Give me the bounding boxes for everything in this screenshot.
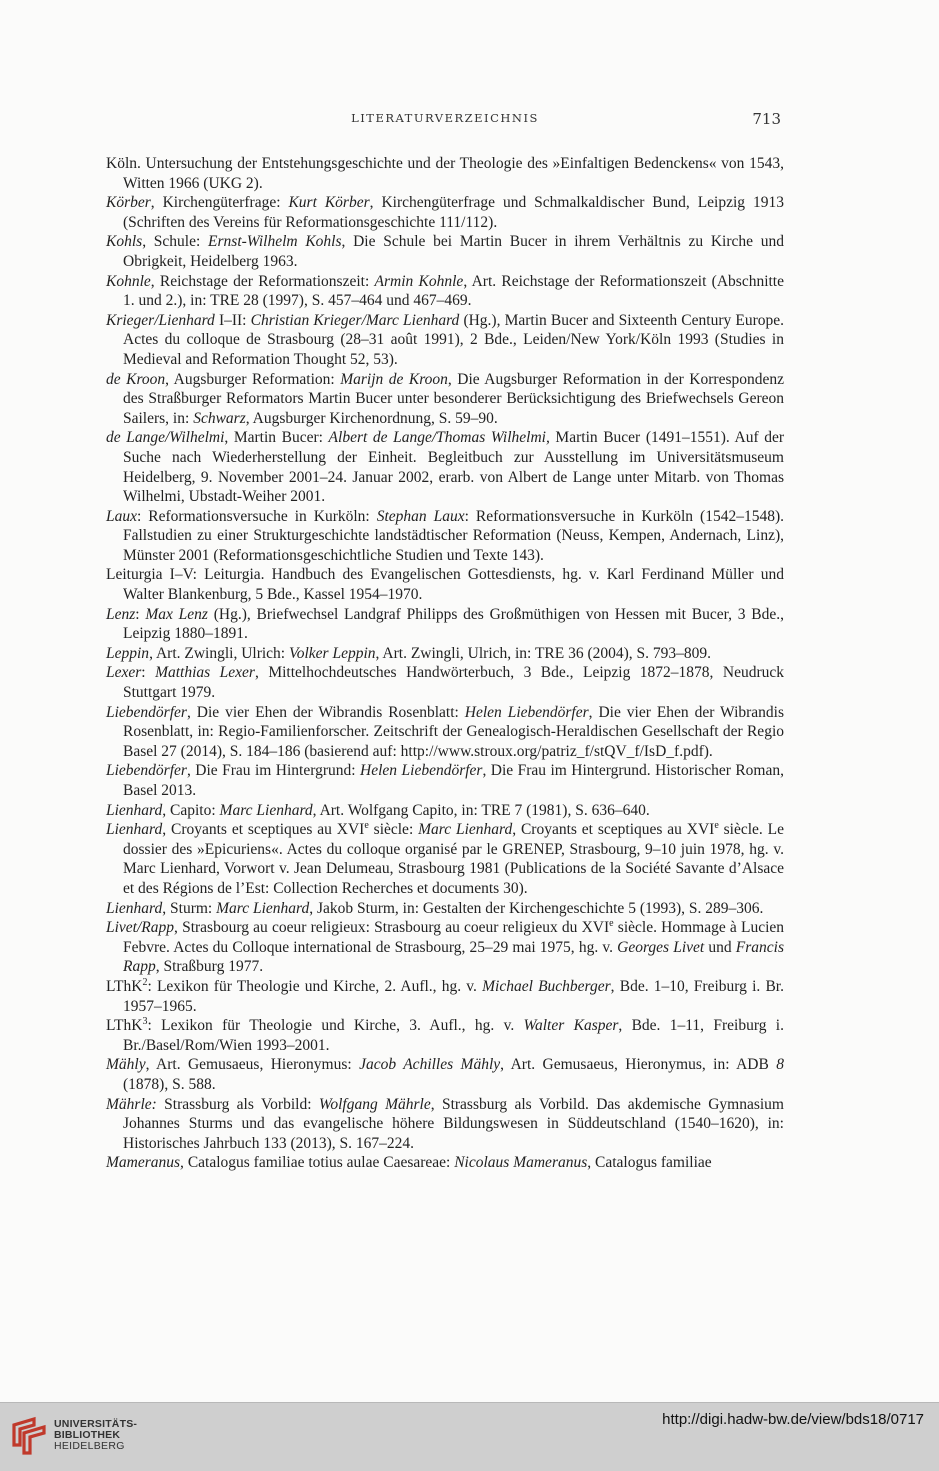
library-name-line1: UNIVERSITÄTS- xyxy=(54,1418,138,1430)
bibliography-entry xyxy=(106,703,784,762)
entry-text: , Schule: xyxy=(142,233,209,251)
entry-italic-text: Liebendörfer xyxy=(106,703,187,721)
entry-text: , Kirchengüterfrage und Schmalkaldischer Bund, Leipzig 1913 (Schriften des Vereins für Reformationsgeschichte 111/112). xyxy=(123,194,784,231)
bibliography-entry xyxy=(106,1095,784,1154)
entry-italic-text: Mährle: xyxy=(106,1095,157,1113)
entry-italic-text: Schwarz xyxy=(193,409,246,427)
entry-text: und xyxy=(704,938,736,956)
entry-italic-text: Mameranus, xyxy=(106,1154,184,1172)
bibliography-entry xyxy=(106,820,784,898)
entry-text: , Art. Zwingli, Ulrich: xyxy=(149,644,289,662)
entry-text: , Sturm: xyxy=(162,899,217,917)
bibliography-entry xyxy=(106,663,784,702)
entry-text: siècle: xyxy=(368,821,419,839)
entry-italic-text: Georges Livet xyxy=(617,938,705,956)
bibliography-entry xyxy=(106,272,784,311)
entry-italic-text: Mähly xyxy=(106,1056,146,1074)
entry-italic-text: 8 xyxy=(776,1056,784,1074)
superscript: 2 xyxy=(142,976,148,988)
entry-text: : Lexikon für Theologie und Kirche, 2. Aufl., hg. v. xyxy=(147,977,483,995)
entry-text: : xyxy=(141,664,156,682)
entry-italic-text: de Lange/Wilhelmi xyxy=(106,429,225,447)
page-number: 713 xyxy=(752,110,781,128)
entry-italic-text: Kohls xyxy=(106,233,143,251)
entry-text: , Die Augsburger Reformation in der Korrespondenz des Straßburger Reformators Martin Bucer unter besonderer Berücksichtigung des Briefwechsels Gereon Sailers, in: xyxy=(123,370,784,427)
entry-text: I–II: xyxy=(214,311,251,329)
entry-text: : Reformationsversuche in Kurköln: xyxy=(137,507,377,525)
bibliography-entry xyxy=(106,1055,784,1094)
entry-italic-text: Helen Liebendörfer xyxy=(464,703,589,721)
entry-text: (1878), S. 588. xyxy=(123,1075,216,1093)
entry-italic-text: Walter Kasper xyxy=(523,1017,619,1035)
entry-text: , Die Frau im Hintergrund: xyxy=(186,762,361,780)
entry-text: LThK xyxy=(106,977,143,995)
entry-text: , Capito: xyxy=(162,801,220,819)
library-name-line3: HEIDELBERG xyxy=(54,1440,125,1452)
bibliography-entry xyxy=(106,565,784,604)
entry-italic-text: Liebendörfer xyxy=(106,762,187,780)
entry-text: LThK xyxy=(106,1017,143,1035)
entry-text: , Reichstage der Reformationszeit: xyxy=(150,272,375,290)
entry-text: Catalogus familiae totius aulae Caesareae: xyxy=(183,1154,455,1172)
entry-italic-text: Max Lenz xyxy=(145,605,208,623)
entry-text: , Augsburger Reformation: xyxy=(165,370,341,388)
bibliography-entry xyxy=(106,918,784,977)
entry-text: , Die vier Ehen der Wibrandis Rosenblatt: xyxy=(186,703,465,721)
bibliography-entry xyxy=(106,605,784,644)
bibliography-list xyxy=(106,154,784,1173)
bibliography-entry xyxy=(106,428,784,506)
entry-italic-text: Volker Leppin xyxy=(288,644,376,662)
library-logo-icon xyxy=(10,1415,50,1457)
entry-text: , Strasbourg au coeur religieux: Strasbourg au coeur religieux du XVI xyxy=(174,919,610,937)
bibliography-entry xyxy=(106,193,784,232)
bibliography-entry xyxy=(106,154,784,193)
entry-italic-text: Kurt Körber xyxy=(288,194,370,212)
entry-text: , Croyants et sceptiques au XVI xyxy=(512,821,715,839)
entry-text: , Strassburg als Vorbild. Das akdemische Gymnasium Johannes Sturms und das evangelische höhere Bildungswesen in Süddeutschland (1540–1620), in: Historisches Jahrbuch 133 (2013), S. 167–224. xyxy=(123,1095,784,1152)
entry-italic-text: Albert de Lange/Thomas Wilhelmi, xyxy=(328,429,550,447)
bibliography-entry xyxy=(106,644,784,664)
entry-italic-text: de Kroon xyxy=(106,370,166,388)
entry-text: , Die Frau im Hintergrund. Historischer Roman, Basel 2013. xyxy=(123,762,784,799)
bibliography-entry xyxy=(106,507,784,566)
entry-italic-text: Marc Lienhard xyxy=(418,821,513,839)
entry-italic-text: Stephan Laux xyxy=(376,507,465,525)
entry-text: , Art. Gemusaeus, Hieronymus, in: ADB xyxy=(500,1056,777,1074)
entry-text: , Bde. 1–10, Freiburg i. Br. 1957–1965. xyxy=(123,977,784,1015)
superscript: e xyxy=(364,820,369,832)
bibliography-entry xyxy=(106,761,784,800)
entry-italic-text: Marc Lienhard xyxy=(216,899,310,917)
entry-text: , Mittelhochdeutsches Handwörterbuch, 3 Bde., Leipzig 1872–1878, Neudruck Stuttgart 1979. xyxy=(123,664,785,702)
superscript: e xyxy=(714,820,719,832)
entry-italic-text: Lienhard xyxy=(106,801,163,819)
entry-italic-text: Körber xyxy=(106,194,151,212)
running-title: LITERATURVERZEICHNIS xyxy=(351,111,539,125)
entry-text: , Straßburg 1977. xyxy=(155,958,264,976)
superscript: e xyxy=(609,918,614,929)
entry-italic-text: Lenz xyxy=(106,605,136,623)
bibliography-entry xyxy=(106,977,784,1016)
entry-italic-text: Wolfgang Mährle xyxy=(318,1095,431,1113)
entry-text: , Art. Gemusaeus, Hieronymus: xyxy=(145,1056,360,1074)
entry-italic-text: Francis Rapp xyxy=(123,938,785,976)
entry-text: , Augsburger Kirchenordnung, S. 59–90. xyxy=(245,409,498,427)
entry-italic-text: Ernst-Wilhelm Kohls xyxy=(208,233,342,251)
entry-text: siècle. Le dossier des »Epicuriens«. Actes du colloque organisé par le GRENEP, Strasbourg, 9–10 juin 1978, hg. v. Marc Lienhard, Vorwort v. Jean Delumeau, Strasbourg 1981 (Publications de la Société Savante d’Alsace et des Régions de l’Est: Collection Recherches et documents 30). xyxy=(123,821,784,897)
footer-bar xyxy=(0,1402,939,1471)
entry-text: , Catalogus familiae xyxy=(587,1154,712,1172)
entry-italic-text: Jacob Achilles Mähly xyxy=(359,1056,501,1074)
entry-text: , Bde. 1–11, Freiburg i. Br./Basel/Rom/Wien 1993–2001. xyxy=(123,1017,784,1054)
entry-italic-text: Matthias Lexer xyxy=(155,664,255,682)
permalink-url[interactable]: http://digi.hadw-bw.de/view/bds18/0717 xyxy=(662,1411,924,1428)
entry-italic-text: Marc Lienhard xyxy=(219,801,313,819)
entry-text: Köln. Untersuchung der Entstehungsgeschichte und der Theologie des »Einfaltigen Bedenckens« von 1543, Witten 1966 (UKG 2). xyxy=(106,155,784,192)
entry-italic-text: Marijn de Kroon xyxy=(340,370,448,388)
entry-text: : Lexikon für Theologie und Kirche, 3. Aufl., hg. v. xyxy=(147,1017,524,1035)
bibliography-entry xyxy=(106,1016,784,1055)
entry-text: , Art. Reichstage der Reformationszeit (Abschnitte 1. und 2.), in: TRE 28 (1997), S. 457–464 und 467–469. xyxy=(123,272,784,310)
entry-text: Martin Bucer (1491–1551). Auf der Suche nach Wiederherstellung der Einheit. Begleitbuch zur Ausstellung im Universitätsmuseum Heidelberg, 9. November 2001–24. Januar 2002, erarb. von Albert de Lange unter Mitarb. von Thomas Wilhelmi, Ubstadt-Weiher 2001. xyxy=(123,429,784,506)
entry-text: , Art. Wolfgang Capito, in: TRE 7 (1981), S. 636–640. xyxy=(312,801,650,819)
entry-italic-text: Kohnle xyxy=(106,272,151,290)
entry-text: , Jakob Sturm, in: Gestalten der Kirchengeschichte 5 (1993), S. 289–306. xyxy=(309,899,764,917)
bibliography-entry xyxy=(106,232,784,271)
entry-italic-text: Leppin xyxy=(106,644,150,662)
entry-italic-text: Lexer xyxy=(106,664,142,682)
entry-italic-text: Livet/Rapp xyxy=(106,919,175,937)
entry-italic-text: Christian Krieger/Marc Lienhard xyxy=(250,311,460,329)
entry-italic-text: Lienhard xyxy=(106,899,163,917)
entry-text: (Hg.), Briefwechsel Landgraf Philipps des Großmüthigen von Hessen mit Bucer, 3 Bde., Leipzig 1880–1891. xyxy=(123,605,784,643)
entry-text: : xyxy=(135,605,146,623)
entry-text: (Hg.), Martin Bucer and Sixteenth Century Europe. Actes du colloque de Strasbourg (28–31 août 1991), 2 Bde., Leiden/New York/Köln 1993 (Studies in Medieval and Reformation Thought 52, 53). xyxy=(123,311,785,368)
bibliography-entry xyxy=(106,899,784,919)
library-name-line2: BIBLIOTHEK xyxy=(54,1429,121,1441)
entry-italic-text: Krieger/Lienhard xyxy=(106,311,215,329)
entry-text: : Reformationsversuche in Kurköln (1542–1548). Fallstudien zu einer Strukturgeschichte landstädtischer Reformation (Neuss, Kempen, Andernach, Linz), Münster 2001 (Reformationsgeschichtliche Studien und Texte 143). xyxy=(123,507,784,564)
entry-italic-text: Helen Liebendörfer xyxy=(360,762,483,780)
entry-text: siècle. Hommage à Lucien Febvre. Actes du Colloque international de Strasbourg, 25–29 mai 1975, hg. v. xyxy=(123,919,785,956)
bibliography-entry xyxy=(106,1153,784,1173)
entry-italic-text: Michael Buchberger xyxy=(482,977,611,995)
entry-text: , Art. Zwingli, Ulrich, in: TRE 36 (2004), S. 793–809. xyxy=(375,644,712,662)
bibliography-entry xyxy=(106,311,784,370)
entry-text: , Die Schule bei Martin Bucer in ihrem Verhältnis zu Kirche und Obrigkeit, Heidelberg 1963. xyxy=(123,233,784,270)
library-name xyxy=(54,1419,137,1452)
entry-italic-text: Nicolaus Mameranus xyxy=(454,1154,588,1172)
entry-text: , Die vier Ehen der Wibrandis Rosenblatt, in: Regio-Familienforscher. Zeitschrift der Genealogisch-Heraldischen Gesellschaft der Regio Basel 27 (2014), S. 184–186 (basierend auf: http://www.stroux.org/patriz_f/stQV_f/IsD_f.pdf). xyxy=(123,703,784,760)
entry-text: , Croyants et sceptiques au XVI xyxy=(162,821,365,839)
entry-text: Leiturgia I–V: Leiturgia. Handbuch des Evangelischen Gottesdiensts, hg. v. Karl Ferdinand Müller und Walter Blankenburg, 5 Bde., Kassel 1954–1970. xyxy=(106,566,784,604)
entry-text: Strassburg als Vorbild: xyxy=(156,1095,319,1113)
bibliography-entry xyxy=(106,801,784,821)
entry-text: , Martin Bucer: xyxy=(224,429,329,447)
bibliography-entry xyxy=(106,370,784,429)
entry-italic-text: Armin Kohnle xyxy=(374,272,464,290)
entry-italic-text: Laux xyxy=(106,507,137,525)
superscript: 3 xyxy=(142,1015,148,1027)
entry-italic-text: Lienhard xyxy=(106,821,163,839)
entry-text: , Kirchengüterfrage: xyxy=(150,194,289,212)
